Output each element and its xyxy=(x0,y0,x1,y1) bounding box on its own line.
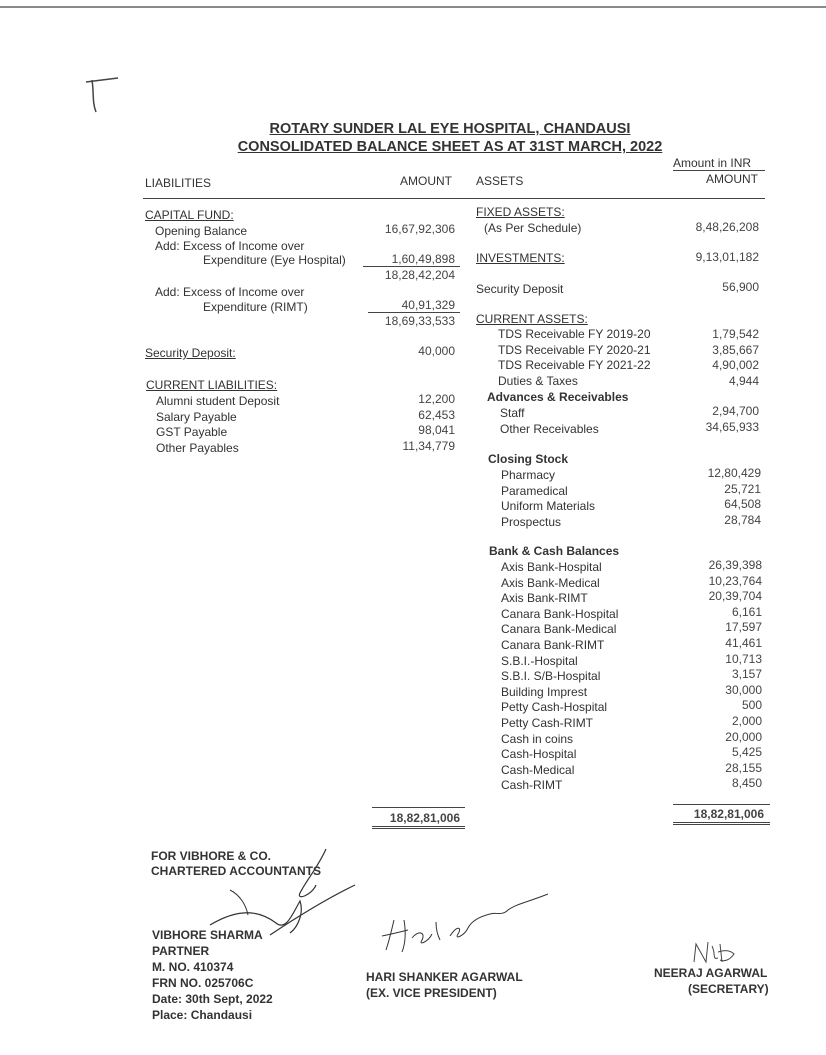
current-assets-heading: CURRENT ASSETS: xyxy=(476,312,588,326)
secretary-name: NEERAJ AGARWAL xyxy=(654,966,768,980)
liabilities-header: LIABILITIES xyxy=(145,176,212,190)
opening-balance-label: Opening Balance xyxy=(155,224,248,238)
bank-cash-item-amount: 17,597 xyxy=(725,620,762,635)
bank-cash-item-amount: 20,39,704 xyxy=(708,589,762,604)
bank-cash-item-label: Canara Bank-Hospital xyxy=(501,606,619,621)
bank-cash-item-label: Cash-Medical xyxy=(501,762,575,777)
bank-cash-item-label: Axis Bank-RIMT xyxy=(501,591,588,606)
subtotal2-amount: 18,69,33,533 xyxy=(384,314,455,328)
excess-eye-amount: 1,60,49,898 xyxy=(391,252,455,266)
closing-stock-item-amount: 28,784 xyxy=(724,512,761,527)
bank-cash-item-label: S.B.I. S/B-Hospital xyxy=(501,669,601,684)
secretary-title: (SECRETARY) xyxy=(688,982,769,996)
fixed-assets-heading: FIXED ASSETS: xyxy=(476,205,565,219)
opening-balance-amount: 16,67,92,306 xyxy=(384,222,455,236)
current-liability-amount: 11,34,779 xyxy=(402,438,455,453)
total-right-rule-bottom2 xyxy=(673,824,770,825)
closing-stock-item-label: Prospectus xyxy=(501,514,562,529)
current-liability-label: GST Payable xyxy=(156,425,228,439)
frn-number: FRN NO. 025706C xyxy=(152,976,254,990)
closing-stock-heading: Closing Stock xyxy=(488,452,569,466)
bank-cash-item-label: Petty Cash-Hospital xyxy=(501,700,608,715)
bank-cash-item-label: Cash in coins xyxy=(501,731,574,746)
document-title: ROTARY SUNDER LAL EYE HOSPITAL, CHANDAUSI xyxy=(269,121,631,137)
bank-cash-item-amount: 10,713 xyxy=(725,651,762,666)
total-right-rule-bottom xyxy=(673,822,770,823)
bank-cash-item-amount: 41,461 xyxy=(725,636,762,650)
total-left-rule-bottom2 xyxy=(372,828,465,829)
bank-cash-item-label: Cash-Hospital xyxy=(501,747,577,762)
vp-signature xyxy=(378,880,558,960)
signing-date: Date: 30th Sept, 2022 xyxy=(152,992,273,1006)
asset-security-deposit-label: Security Deposit xyxy=(476,282,564,296)
handwritten-mark xyxy=(80,70,130,120)
partner-name: VIBHORE SHARMA xyxy=(152,928,263,942)
current-liability-label: Salary Payable xyxy=(156,409,237,424)
excess-eye-line1: Add: Excess of Income over xyxy=(155,239,305,253)
vp-name: HARI SHANKER AGARWAL xyxy=(366,970,523,984)
security-deposit-amount: 40,000 xyxy=(418,344,455,358)
current-liability-label: Alumni student Deposit xyxy=(156,394,280,408)
tds-receivable-amount: 3,85,667 xyxy=(712,342,759,357)
firm-line2: CHARTERED ACCOUNTANTS xyxy=(151,864,321,878)
tds-receivable-label: TDS Receivable FY 2019-20 xyxy=(498,327,651,341)
bank-cash-item-label: Canara Bank-Medical xyxy=(501,622,617,637)
advance-item-amount: 2,94,700 xyxy=(712,404,759,418)
advances-heading: Advances & Receivables xyxy=(487,390,629,404)
bank-cash-item-amount: 26,39,398 xyxy=(708,558,762,572)
asset-security-deposit-amount: 56,900 xyxy=(722,280,759,294)
total-right-rule-top xyxy=(673,804,770,805)
bank-cash-item-amount: 500 xyxy=(741,698,762,713)
capital-fund-heading: CAPITAL FUND: xyxy=(145,208,234,222)
bank-cash-item-amount: 28,155 xyxy=(725,760,762,775)
currency-note: Amount in INR xyxy=(673,156,752,170)
security-deposit-heading: Security Deposit: xyxy=(145,346,236,360)
total-left-rule-bottom xyxy=(372,826,465,827)
tds-receivable-amount: 4,944 xyxy=(728,373,759,388)
current-liabilities-heading: CURRENT LIABILITIES: xyxy=(146,378,278,392)
investments-amount: 9,13,01,182 xyxy=(695,250,759,264)
signing-place: Place: Chandausi xyxy=(152,1008,253,1022)
bank-heading: Bank & Cash Balances xyxy=(489,544,620,558)
bank-cash-item-amount: 2,000 xyxy=(731,714,762,728)
excess-rimt-line1: Add: Excess of Income over xyxy=(155,285,305,299)
bank-cash-item-label: Petty Cash-RIMT xyxy=(501,716,594,730)
excess-rimt-amount: 40,91,329 xyxy=(401,298,455,312)
closing-stock-item-label: Pharmacy xyxy=(501,468,556,482)
tds-receivable-amount: 1,79,542 xyxy=(712,327,759,341)
subtotal1-amount: 18,28,42,204 xyxy=(384,268,455,282)
membership-number: M. NO. 410374 xyxy=(152,960,234,974)
total-liabilities: 18,82,81,006 xyxy=(389,811,460,825)
advance-item-label: Staff xyxy=(500,406,525,420)
assets-header: ASSETS xyxy=(476,174,524,188)
closing-stock-item-amount: 64,508 xyxy=(724,497,761,511)
bank-cash-item-amount: 30,000 xyxy=(725,682,762,697)
current-liability-label: Other Payables xyxy=(156,440,239,455)
per-schedule-label: (As Per Schedule) xyxy=(484,221,582,235)
bank-cash-item-amount: 10,23,764 xyxy=(708,573,762,588)
partner-title: PARTNER xyxy=(152,944,210,958)
current-liability-amount: 12,200 xyxy=(418,392,455,406)
firm-line1: FOR VIBHORE & CO. xyxy=(151,849,272,863)
bank-cash-item-amount: 5,425 xyxy=(731,745,762,760)
vp-title: (EX. VICE PRESIDENT) xyxy=(366,986,497,1000)
tds-receivable-label: TDS Receivable FY 2021-22 xyxy=(498,358,651,372)
bank-cash-item-amount: 20,000 xyxy=(725,729,762,744)
subtotal2-rule xyxy=(368,312,460,313)
amount-right-header: AMOUNT xyxy=(706,172,758,186)
scan-top-edge xyxy=(0,6,826,8)
closing-stock-item-amount: 12,80,429 xyxy=(707,466,761,480)
header-rule-right xyxy=(673,170,765,171)
tds-receivable-amount: 4,90,002 xyxy=(712,358,759,372)
investments-heading: INVESTMENTS: xyxy=(476,251,565,265)
subtotal1-rule xyxy=(363,266,460,267)
bank-cash-item-label: Axis Bank-Medical xyxy=(501,575,600,590)
document-subtitle: CONSOLIDATED BALANCE SHEET AS AT 31ST MARCH, 2022 xyxy=(237,139,663,155)
bank-cash-item-amount: 8,450 xyxy=(731,776,762,791)
advance-item-label: Other Receivables xyxy=(500,421,599,436)
secretary-signature xyxy=(690,938,740,966)
bank-cash-item-label: S.B.I.-Hospital xyxy=(501,653,578,668)
total-assets: 18,82,81,006 xyxy=(693,807,764,821)
total-left-rule-top xyxy=(372,807,465,808)
advance-item-amount: 34,65,933 xyxy=(705,419,759,434)
header-rule xyxy=(143,198,765,199)
excess-rimt-line2: Expenditure (RIMT) xyxy=(203,300,308,314)
tds-receivable-label: TDS Receivable FY 2020-21 xyxy=(498,342,651,357)
bank-cash-item-label: Axis Bank-Hospital xyxy=(501,560,602,574)
current-liability-amount: 98,041 xyxy=(418,423,455,437)
closing-stock-item-label: Paramedical xyxy=(501,483,568,498)
current-liability-amount: 62,453 xyxy=(418,407,455,422)
excess-eye-line2: Expenditure (Eye Hospital) xyxy=(203,253,346,267)
bank-cash-item-amount: 6,161 xyxy=(731,604,762,619)
closing-stock-item-label: Uniform Materials xyxy=(501,499,596,513)
bank-cash-item-label: Canara Bank-RIMT xyxy=(501,638,605,652)
partner-signature xyxy=(200,845,360,940)
tds-receivable-label: Duties & Taxes xyxy=(498,373,578,388)
fixed-assets-amount: 8,48,26,208 xyxy=(695,220,759,234)
amount-left-header: AMOUNT xyxy=(400,174,452,188)
closing-stock-item-amount: 25,721 xyxy=(724,481,761,496)
bank-cash-item-amount: 3,157 xyxy=(731,667,762,682)
bank-cash-item-label: Cash-RIMT xyxy=(501,778,563,793)
bank-cash-item-label: Building Imprest xyxy=(501,684,588,699)
